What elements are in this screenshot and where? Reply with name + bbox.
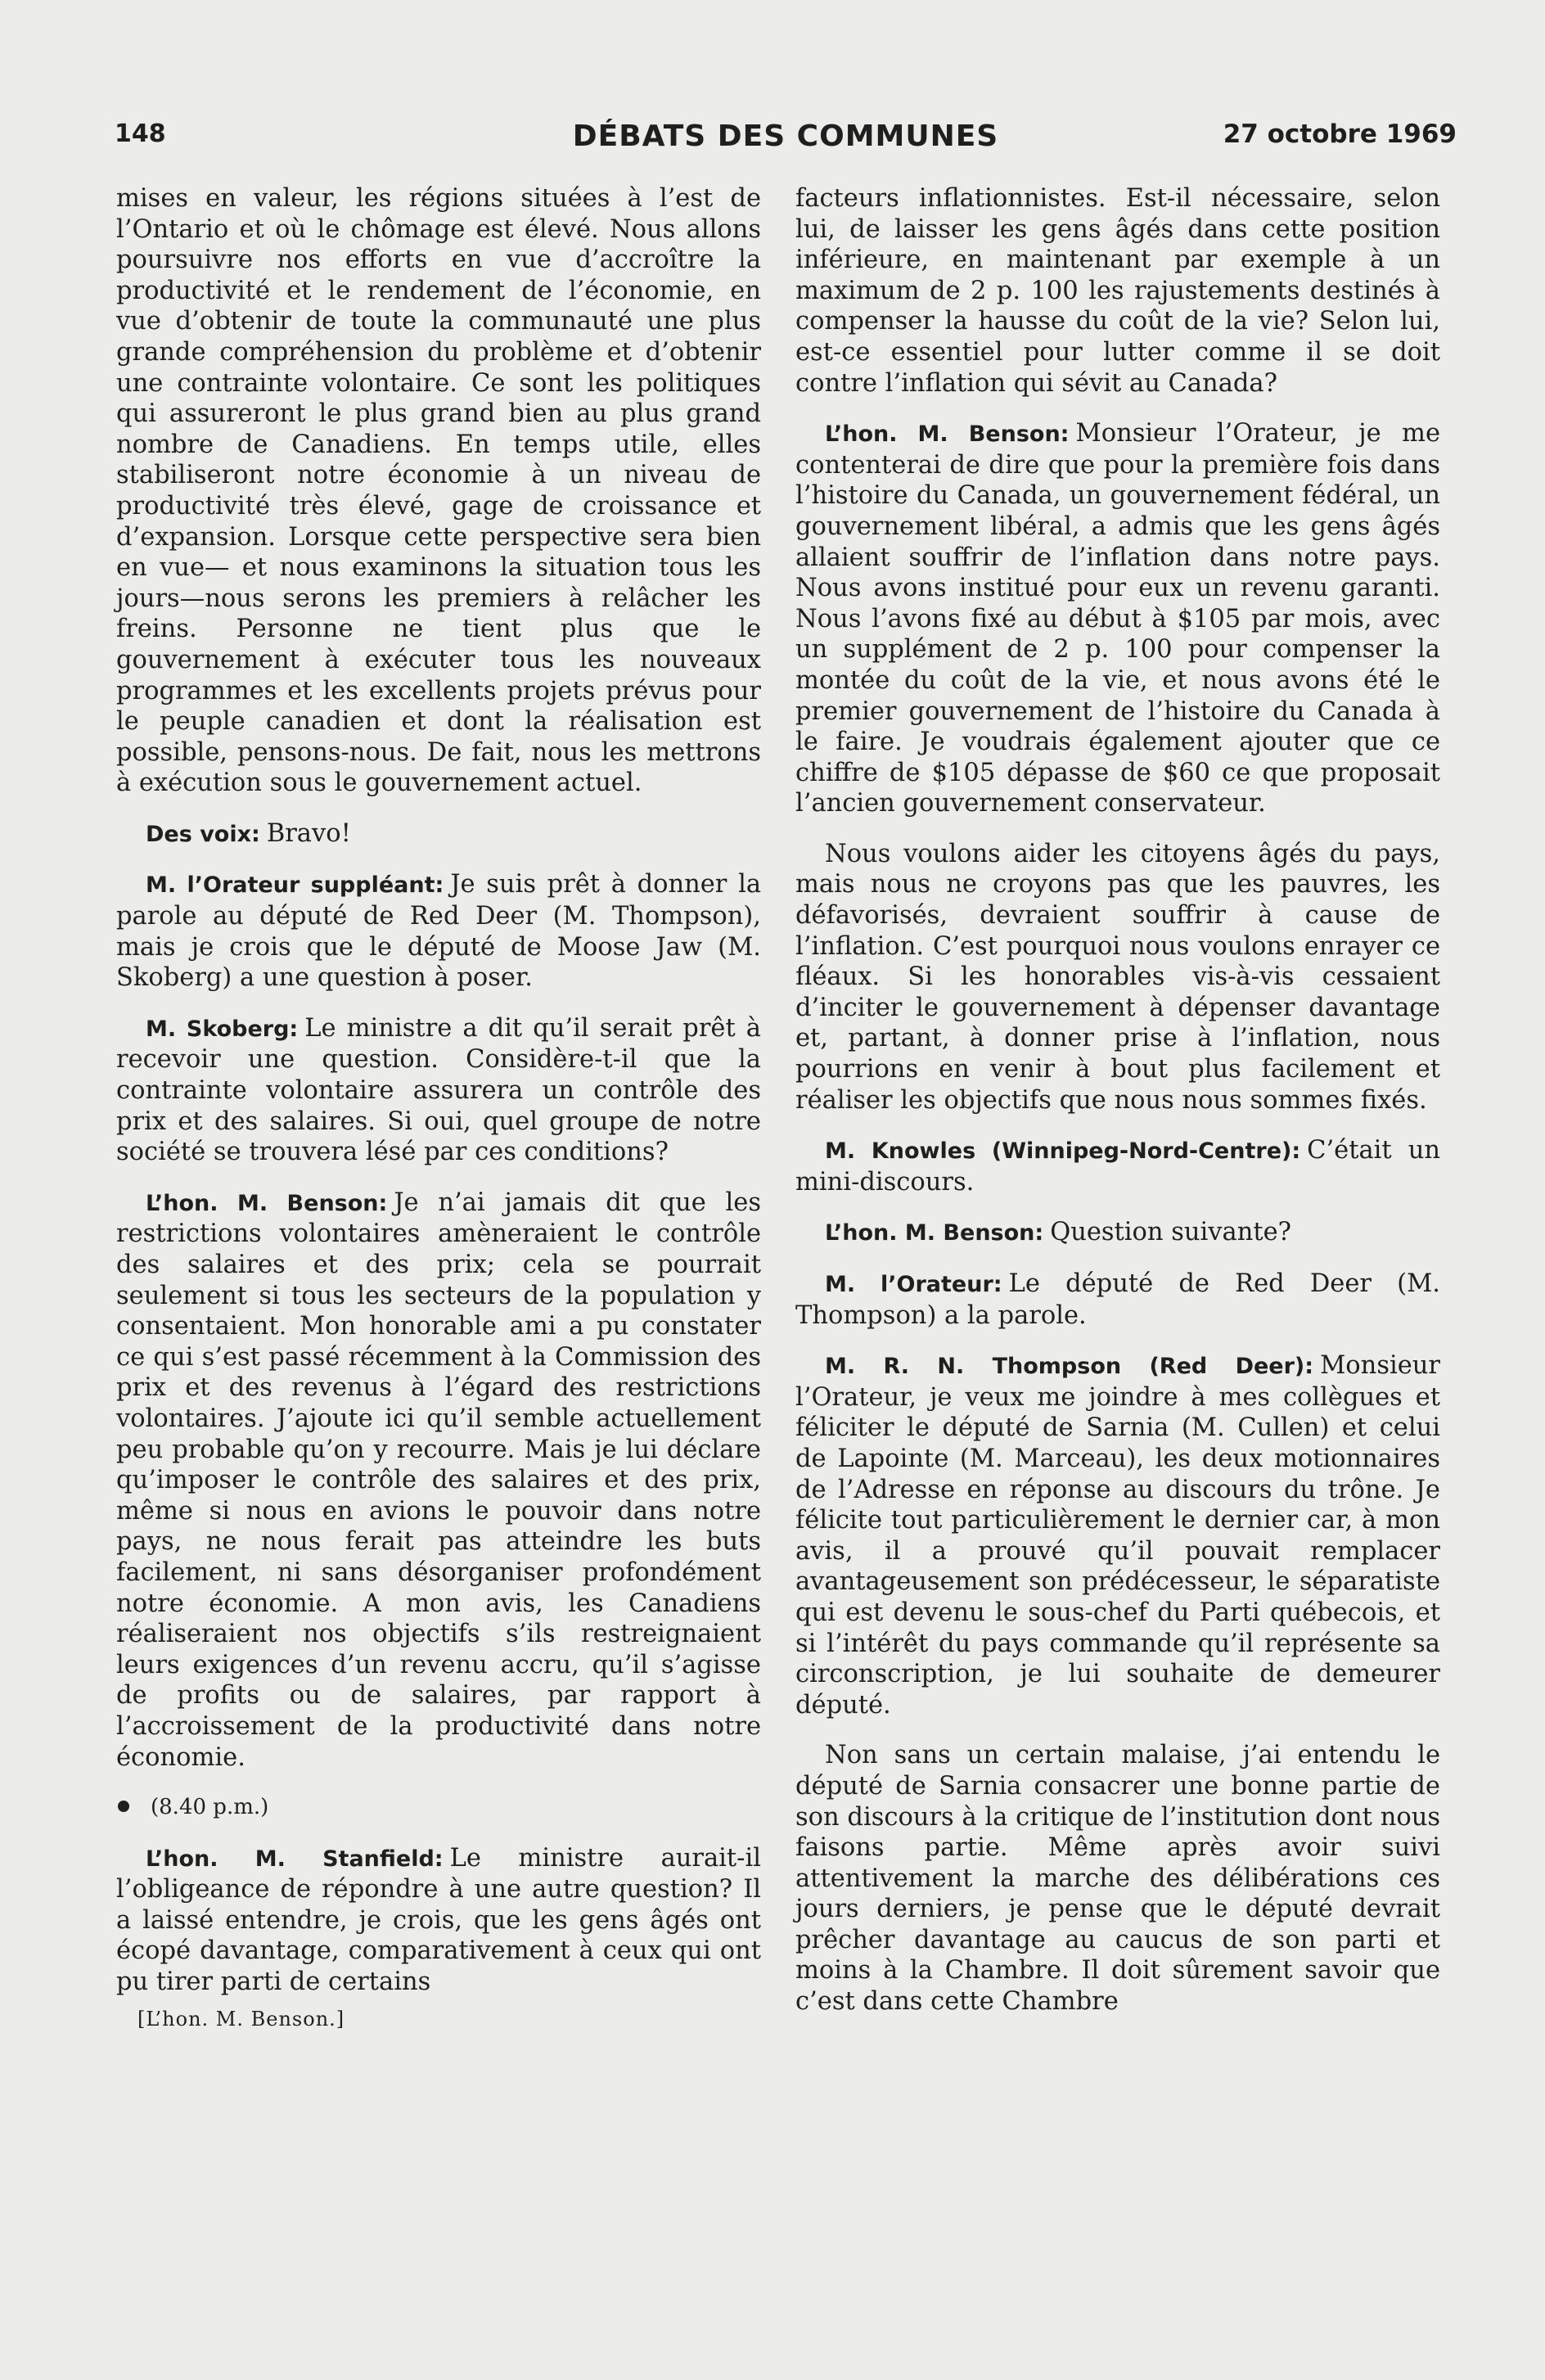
publication-title: DÉBATS DES COMMUNES (572, 119, 999, 153)
speech-paragraph (795, 1217, 1440, 1249)
speech-paragraph (795, 1269, 1440, 1331)
speech-text: Monsieur l’Orateur, je me contenterai de dire que pour la première fois dans l’histoire du Canada, un gouvernement fédéral, un gouvernement libéral, a admis que les gens âgés allaient souffrir de l’inflation dans notre pays. Nous avons institué pour eux un revenu garanti. Nous l’avons fixé au début à $105 par mois, avec un supplément de 2 p. 100 pour compenser la montée du coût de la vie, et nous avons été le premier gouvernement de l’histoire du Canada à le faire. Je voudrais également ajouter que ce chiffre de $105 dépasse de $60 ce que proposait l’ancien gouvernement conservateur. (795, 419, 1440, 818)
right-column (795, 183, 1440, 2037)
speech-text: Question suivante? (1050, 1218, 1292, 1247)
speech-paragraph (116, 869, 761, 993)
speaker-name: M. Skoberg: (146, 1016, 299, 1042)
speaker-name: L’hon. M. Stanfield: (146, 1846, 444, 1872)
speech-paragraph (116, 818, 761, 850)
time-marker (116, 1792, 761, 1823)
speaker-name: M. Knowles (Winnipeg-Nord-Centre): (825, 1138, 1301, 1165)
speech-paragraph (116, 1843, 761, 1998)
speaker-name: Des voix: (146, 821, 260, 847)
time-text: (8.40 p.m.) (151, 1795, 269, 1820)
speaker-name: M. l’Orateur: (825, 1272, 1002, 1297)
paragraph: Nous voulons aider les citoyens âgés du pays, mais nous ne croyons pas que les pauvres, les défavorisés, devraient souffrir à cause de l’inflation. C’est pourquoi nous voulons enrayer ce fléaux. Si les honorables vis-à-vis cessaient d’inciter le gouvernement à dépenser davantage et, partant, à donner prise à l’inflation, nous pourrions en venir à bout plus facilement et réaliser les objectifs que nous nous sommes fixés. (795, 839, 1440, 1115)
speaker-name: M. l’Orateur suppléant: (146, 872, 444, 899)
speech-paragraph (795, 1135, 1440, 1197)
speech-paragraph (116, 1013, 761, 1168)
page-number: 148 (115, 119, 166, 148)
speech-text: Le ministre a dit qu’il serait prêt à recevoir une question. Considère-t-il que la contrainte volontaire assurera un contrôle des prix et des salaires. Si oui, quel groupe de notre société se trouvera lésé par ces conditions? (116, 1013, 761, 1167)
speaker-name: L’hon. M. Benson: (146, 1190, 388, 1216)
speech-paragraph (795, 1350, 1440, 1720)
speech-paragraph (795, 418, 1440, 819)
speech-text: Le ministre aurait-il l’obligeance de répondre à une autre question? Il a laissé entendre, je crois, que les gens âgés ont écopé davantage, comparativement à ceux qui ont pu tirer parti de certains (116, 1843, 761, 1997)
issue-date: 27 octobre 1969 (1223, 119, 1457, 149)
paragraph: facteurs inflationnistes. Est-il nécessaire, selon lui, de laisser les gens âgés dans cette position inférieure, en maintenant par exemple à un maximum de 2 p. 100 les rajustements destinés à compenser la hausse du coût de la vie? Selon lui, est-ce essentiel pour lutter comme il se doit contre l’inflation qui sévit au Canada? (795, 184, 1440, 398)
speech-text: C’était un mini-discours. (795, 1136, 1440, 1197)
bullet-icon (118, 1801, 129, 1812)
speaker-name: L’hon. M. Benson: (825, 421, 1070, 448)
speech-text: Je suis prêt à donner la parole au député de Red Deer (M. Thompson), mais je crois que le député de Moose Jaw (M. Skoberg) a une question à poser. (116, 870, 762, 993)
speech-text: Bravo! (266, 818, 351, 848)
left-column (116, 183, 761, 2054)
paragraph: Non sans un certain malaise, j’ai entendu le député de Sarnia consacrer une bonne partie de son discours à la critique de l’institution dont nous faisons partie. Même après avoir suivi attentivement la marche des délibérations ces jours derniers, je pense que le député devrait prêcher davantage au caucus de son parti et moins à la Chambre. Il doit sûrement savoir que c’est dans cette Chambre (795, 1741, 1440, 2017)
footer-note: [L’hon. M. Benson.] (137, 2007, 345, 2031)
speech-text: Monsieur l’Orateur, je veux me joindre à mes collègues et féliciter le député de Sarnia (M. Cullen) et celui de Lapointe (M. Marceau), les deux motionnaires de l’Adresse en réponse au discours du trône. Je félicite tout particulièrement le dernier car, à mon avis, il a prouvé qu’il pouvait remplacer avantageusement son prédécesseur, le séparatiste qui est devenu le sous-chef du Parti québecois, et si l’intérêt du pays commande qu’il représente sa circonscription, je lui souhaite de demeurer député. (795, 1351, 1440, 1720)
speech-paragraph (116, 1188, 761, 1773)
speaker-name: M. R. N. Thompson (Red Deer): (825, 1354, 1314, 1380)
speech-text: Je n’ai jamais dit que les restrictions volontaires amèneraient le contrôle des salaires et des prix; cela se pourrait seulement si tous les secteurs de la population y consentaient. Mon honorable ami a pu constater ce qui s’est passé récemment à la Commission des prix et des revenus à l’égard des restrictions volontaires. J’ajoute ici qu’il semble actuellement peu probable qu’on y recourre. Mais je lui déclare qu’imposer le contrôle des salaires et des prix, même si nous en avions le pouvoir dans notre pays, ne nous ferait pas atteindre les buts facilement, ni sans désorganiser profondément notre économie. A mon avis, les Canadiens réaliseraient nos objectifs s’ils restreignaient leurs exigences d’un revenu accru, qu’il s’agisse de profits ou de salaires, par rapport à l’accroissement de la productivité dans notre économie. (116, 1188, 762, 1772)
speaker-name: L’hon. M. Benson: (825, 1220, 1044, 1246)
paragraph: mises en valeur, les régions situées à l’est de l’Ontario et où le chômage est élevé. Nous allons poursuivre nos efforts en vue d’accroître la productivité et le rendement de l’économie, en vue d’obtenir de toute la communauté une plus grande compréhension du problème et d’obtenir une contrainte volontaire. Ce sont les politiques qui assureront le plus grand bien au plus grand nombre de Canadiens. En temps utile, elles stabiliseront notre économie à un niveau de productivité très élevé, gage de croissance et d’expansion. Lorsque cette perspective sera bien en vue— et nous examinons la situation tous les jours—nous serons les premiers à relâcher les freins. Personne ne tient plus que le gouvernement à exécuter tous les nouveaux programmes et les excellents projets prévus pour le peuple canadien et dont la réalisation est possible, pensons-nous. De fait, nous les mettrons à exécution sous le gouvernement actuel. (116, 184, 761, 798)
page-header (115, 119, 1457, 160)
speech-text: Le député de Red Deer (M. Thompson) a la parole. (795, 1269, 1441, 1330)
